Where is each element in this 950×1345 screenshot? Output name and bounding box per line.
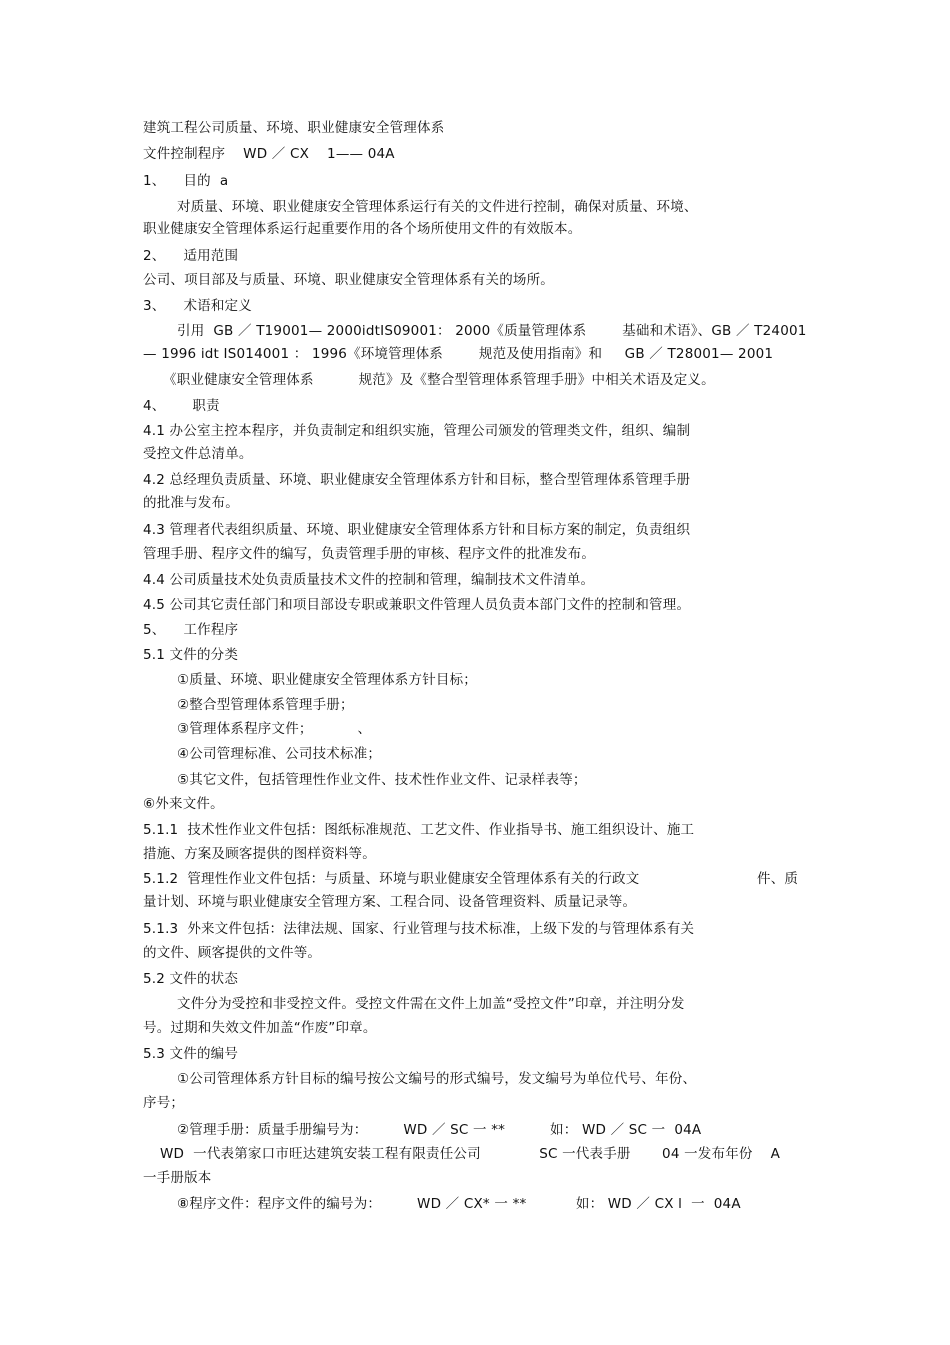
paragraph-line: 4.3 管理者代表组织质量、环境、职业健康安全管理体系方针和目标方案的制定，负责组织	[143, 522, 691, 538]
section-heading: 3、 术语和定义	[143, 298, 252, 314]
paragraph-line: ①公司管理体系方针目标的编号按公文编号的形式编号，发文编号为单位代号、年份、	[177, 1071, 697, 1087]
paragraph-line: 管理手册、程序文件的编写，负责管理手册的审核、程序文件的批准发布。	[143, 546, 596, 562]
paragraph-line: 《职业健康安全管理体系 规范》及《整合型管理体系管理手册》中相关术语及定义。	[163, 372, 715, 388]
document-title: 建筑工程公司质量、环境、职业健康安全管理体系	[143, 120, 445, 136]
paragraph-line: 号。过期和失效文件加盖“作废”印章。	[143, 1020, 377, 1036]
paragraph-line: 量计划、环境与职业健康安全管理方案、工程合同、设备管理资料、质量记录等。	[143, 894, 637, 910]
paragraph-line: ②管理手册：质量手册编号为： WD ／ SC 一 ** 如： WD ／ SC 一 04A	[177, 1122, 702, 1138]
paragraph-line: 5.1.2 管理性作业文件包括：与质量、环境与职业健康安全管理体系有关的行政文	[143, 871, 640, 887]
paragraph-line: 件、质	[757, 871, 799, 887]
paragraph-line: 的批准与发布。	[143, 495, 239, 511]
paragraph-line: 4.4 公司质量技术处负责质量技术文件的控制和管理，编制技术文件清单。	[143, 572, 595, 588]
list-item: ⑤其它文件，包括管理性作业文件、技术性作业文件、记录样表等；	[177, 772, 587, 788]
paragraph-line: ⑧程序文件：程序文件的编号为： WD ／ CX* 一 ** 如： WD ／ CX l 一 04A	[177, 1196, 741, 1212]
paragraph-line: 的文件、顾客提供的文件等。	[143, 945, 322, 961]
subsection-heading: 5.2 文件的状态	[143, 971, 239, 987]
list-item: ④公司管理标准、公司技术标准；	[177, 746, 382, 762]
section-heading: 4、 职责	[143, 398, 220, 414]
paragraph-line: 对质量、环境、职业健康安全管理体系运行有关的文件进行控制，确保对质量、环境、	[177, 199, 698, 215]
paragraph-line: 公司、项目部及与质量、环境、职业健康安全管理体系有关的场所。	[143, 272, 554, 288]
list-item: ①质量、环境、职业健康安全管理体系方针目标；	[177, 672, 478, 688]
document-id: 文件控制程序 WD ／ CX 1—— 04A	[143, 146, 395, 162]
subsection-heading: 5.1 文件的分类	[143, 647, 239, 663]
paragraph-line: 职业健康安全管理体系运行起重要作用的各个场所使用文件的有效版本。	[143, 221, 582, 237]
subsection-heading: 5.3 文件的编号	[143, 1046, 239, 1062]
paragraph-line: 文件分为受控和非受控文件。受控文件需在文件上加盖“受控文件”印章，并注明分发	[177, 996, 685, 1012]
section-heading: 2、 适用范围	[143, 248, 239, 264]
paragraph-line: 5.1.1 技术性作业文件包括：图纸标准规范、工艺文件、作业指导书、施工组织设计、施工	[143, 822, 695, 838]
paragraph-line: — 1996 idt IS014001 ： 1996《环境管理体系 规范及使用指南》和 GB ／ T28001— 2001	[143, 346, 774, 362]
section-heading: 5、 工作程序	[143, 622, 239, 638]
list-item: ②整合型管理体系管理手册；	[177, 697, 354, 713]
paragraph-line: 5.1.3 外来文件包括：法律法规、国家、行业管理与技术标准，上级下发的与管理体系有关	[143, 921, 695, 937]
paragraph-line: 4.2 总经理负责质量、环境、职业健康安全管理体系方针和目标，整合型管理体系管理手册	[143, 472, 691, 488]
paragraph-line: 措施、方案及顾客提供的图样资料等。	[143, 846, 376, 862]
paragraph-line: 4.5 公司其它责任部门和项目部设专职或兼职文件管理人员负责本部门文件的控制和管理。	[143, 597, 691, 613]
paragraph-line: 引用 GB ／ T19001— 2000idtIS09001： 2000《质量管理体系 基础和术语》、GB ／ T24001	[177, 323, 807, 339]
section-heading: 1、 目的 a	[143, 173, 229, 189]
paragraph-line: 序号；	[143, 1095, 185, 1111]
paragraph-line: 4.1 办公室主控本程序，并负责制定和组织实施，管理公司颁发的管理类文件，组织、编制	[143, 423, 691, 439]
paragraph-line: 受控文件总清单。	[143, 446, 253, 462]
paragraph-line: WD 一代表第家口市旺达建筑安装工程有限责任公司 SC 一代表手册 04 一发布年份 A	[160, 1146, 781, 1162]
paragraph-line: 一手册版本	[143, 1170, 212, 1186]
list-item: ⑥外来文件。	[143, 796, 224, 812]
list-item: ③管理体系程序文件； 、	[177, 721, 372, 737]
